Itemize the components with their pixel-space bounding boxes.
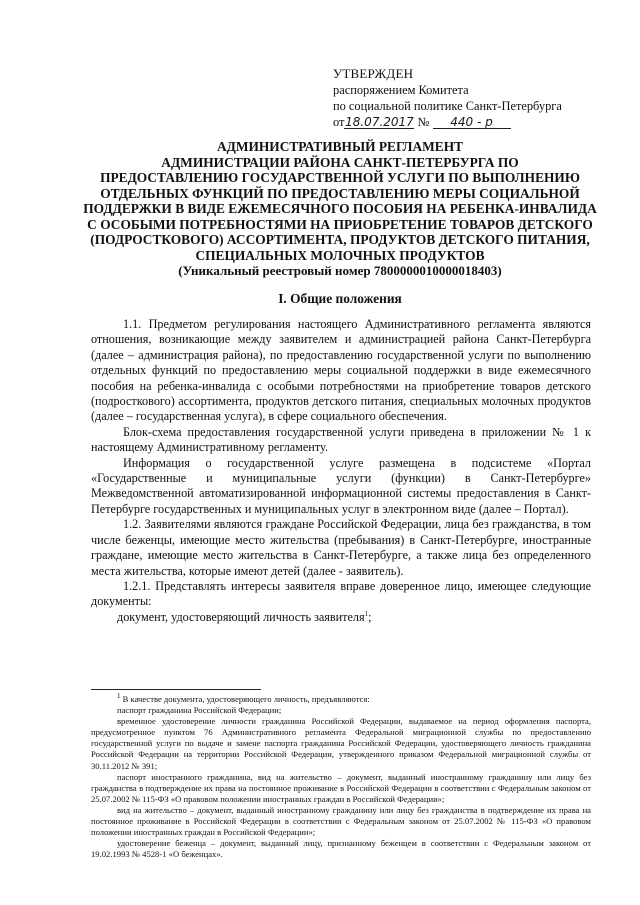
paragraph: Блок-схема предоставления государственной услуги приведена в приложении № 1 к настоящему Административному регламенту. (91, 424, 591, 455)
footnote-reference: 1 (364, 609, 369, 618)
approval-heading: УТВЕРЖДЕН (333, 66, 414, 81)
footnote-text: В качестве документа, удостоверяющего личность, предъявляются: (120, 694, 370, 704)
approval-date-line (333, 114, 603, 130)
footnote-text: паспорт иностранного гражданина, вид на жительство – документ, выданный иностранному гражданину или лицу без гражданства в подтверждение их права на постоянное проживание в Российской Федерации в соответствии с Федеральным законом от 25.07.2002 № 115-ФЗ «О правовом положении иностранных граждан в Российской Федерации»; (91, 771, 591, 804)
footnote (91, 694, 591, 705)
title-line: АДМИНИСТРАЦИИ РАЙОНА САНКТ-ПЕТЕРБУРГА ПО (161, 154, 519, 170)
section-heading: I. Общие положения (278, 291, 402, 306)
paragraph: 1.2. Заявителями являются граждане Российской Федерации, лица без гражданства, в том числе беженцы, имеющие место жительства (пребывания) в Санкт-Петербурге, иностранные граждане, имеющие место жительства в Санкт-Петербурге, а также лица без определенного места жительства, которые имеют детей (далее - заявитель). (91, 517, 591, 578)
title-line: АДМИНИСТРАТИВНЫЙ РЕГЛАМЕНТ (216, 139, 464, 154)
registry-number: (Уникальный реестровый номер 7800000010000018403) (178, 263, 502, 278)
footnote (91, 838, 591, 860)
paragraph: Информация о государственной услуге размещена в подсистеме «Портал «Государственные и муниципальные услуги (функции) в Санкт-Петербурге» Межведомственной автоматизированной информационной системы предоставления в Санкт-Петербурге государственных и муниципальных услуг в электронном виде (далее – Портал). (91, 455, 591, 516)
footnote-text: временное удостоверение личности гражданина Российской Федерации, выдаваемое на период оформления паспорта, предусмотренное пунктом 76 Административного регламента Федеральной миграционной службы по предоставлению государственной услуги по выдаче и замене паспорта гражданина Российской Федерации, удостоверяющего личность гражданина Российской Федерации на территории Российской Федерации, утвержденного приказом Федеральной миграционной службы от 30.11.2012 № 391; (91, 716, 591, 771)
document-body (91, 317, 591, 625)
footnote-marker: 1 (117, 692, 121, 701)
footnote-separator (91, 689, 261, 690)
footnote (91, 805, 591, 838)
footnote-text: вид на жительство – документ, выданный иностранному гражданину или лицу без гражданства в подтверждение их права на постоянное проживание в Российской Федерации в соответствии с Федеральным законом от 25.07.2002 № 115-ФЗ «О правовом положении иностранных граждан в Российской Федерации»; (91, 804, 591, 838)
title-line: СПЕЦИАЛЬНЫХ МОЛОЧНЫХ ПРОДУКТОВ (195, 247, 485, 263)
last-line-text: документ, удостоверяющий личность заявителя (117, 609, 365, 624)
footnote (91, 705, 591, 716)
handwritten-date: 18.07.2017 (345, 115, 414, 129)
number-prefix: № (417, 115, 430, 129)
date-prefix: от (333, 115, 345, 129)
footnote-text: удостоверение беженца – документ, выданный лицу, признанному беженцем в соответствии с Федеральным законом от 19.02.1993 № 4528-1 «О беженцах». (91, 838, 591, 860)
footnote (91, 716, 591, 771)
handwritten-number: 440 - р (433, 116, 511, 129)
title-line: ПРЕДОСТАВЛЕНИЮ ГОСУДАРСТВЕННОЙ УСЛУГИ ПО ВЫПОЛНЕНИЮ (100, 170, 580, 185)
approval-line-2: по социальной политике Санкт-Петербурга (333, 99, 562, 113)
footnote (91, 772, 591, 805)
paragraph: 1.2.1. Представлять интересы заявителя вправе доверенное лицо, имеющее следующие документы: (91, 578, 591, 609)
title-line: ОТДЕЛЬНЫХ ФУНКЦИЙ ПО ПРЕДОСТАВЛЕНИЮ МЕРЫ СОЦИАЛЬНОЙ (100, 185, 580, 201)
approval-stamp-block (333, 66, 603, 130)
footnotes (91, 694, 591, 860)
approval-line-1: распоряжением Комитета (333, 83, 469, 97)
title-line: ПОДДЕРЖКИ В ВИДЕ ЕЖЕМЕСЯЧНОГО ПОСОБИЯ НА РЕБЕНКА-ИНВАЛИДА (83, 201, 597, 216)
document-title (80, 139, 600, 279)
paragraph: 1.1. Предметом регулирования настоящего Административного регламента являются отношения, возникающие между заявителем и администрацией района Санкт-Петербурга (далее – администрация района), по предоставлению государственной услуги по выполнению отдельных функций по предоставлению меры социальной поддержки в виде ежемесячного пособия на ребенка-инвалида с особыми потребностями на приобретение товаров детского (подросткового) ассортимента, продуктов детского питания, специальных молочных продуктов (далее – государственная услуга), в сфере социального обеспечения. (91, 317, 591, 424)
paragraph-last (91, 610, 591, 625)
title-line: С ОСОБЫМИ ПОТРЕБНОСТЯМИ НА ПРИОБРЕТЕНИЕ ТОВАРОВ ДЕТСКОГО (87, 216, 593, 232)
last-line-tail: ; (368, 609, 372, 624)
title-line: (ПОДРОСТКОВОГО) АССОРТИМЕНТА, ПРОДУКТОВ ДЕТСКОГО ПИТАНИЯ, (90, 232, 590, 247)
footnote-text: паспорт гражданина Российской Федерации; (117, 705, 282, 716)
